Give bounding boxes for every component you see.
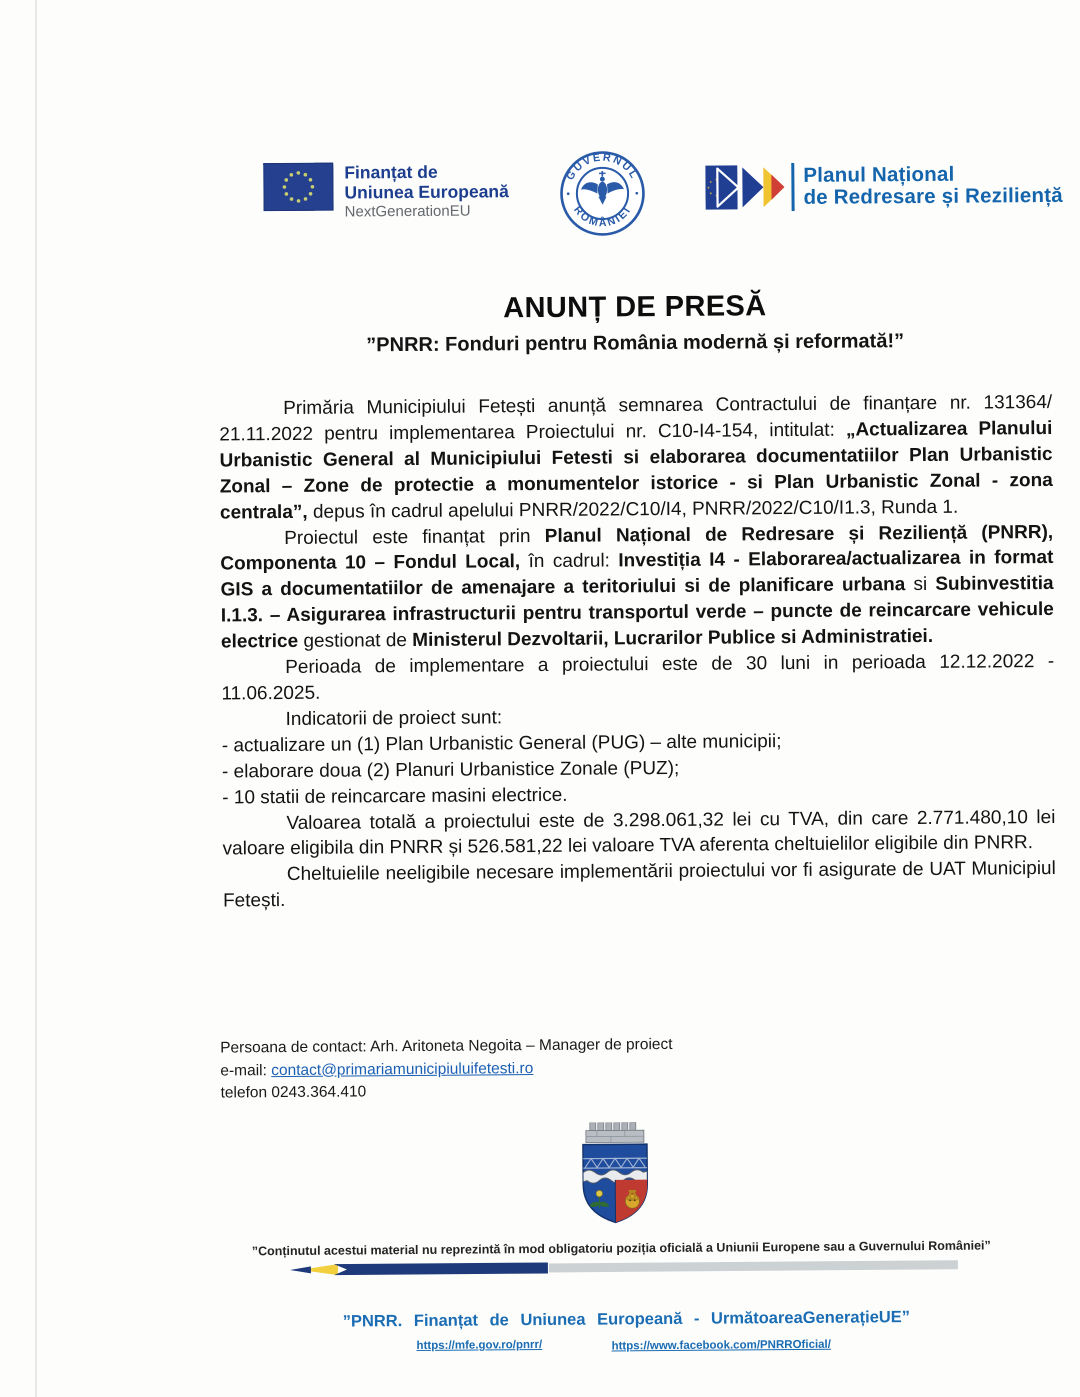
body-paragraph: Proiectul este finanțat prin Planul Național de Redresare și Reziliență (PNRR), Componenta 10 – Fondul Local, în cadrul: Investiția I4 - Elaborarea/actualizarea in format GIS a documentatiilor de amenajare a teritoriului si de planificare urbana si Subinvestitia I.1.3. – Asigurarea infrastructurii pentru transportul verde – puncte de reincarcare vehicule electrice gestionat de Ministerul Dezvoltarii, Lucrarilor Publice si Administratiei. (220, 521, 1054, 653)
body-paragraph: - elaborare doua (2) Planuri Urbanistice Zonale (PUZ); (221, 757, 680, 783)
pnrr-logo-line1: Planul Național (803, 162, 955, 187)
body-paragraph: Primăria Municipiului Fetești anunță semnarea Contractului de finanțare nr. 131364/ 21.11.2022 pentru implementarea Proiectului nr. C10-I4-154, intitulat: „Actualizarea Planului Urbanistic General al Municipiului Fetesti si elaborarea documentatiilor Plan Urbanistic Zonal – Zone de protectie a monumentelor istorice - si Plan Urbanistic Zonal - zona centrala”, depus în cadrul apelului PNRR/2022/C10/I4, PNRR/2022/C10/I1.3, Runda 1. (219, 391, 1053, 524)
body-paragraph: Indicatorii de proiect sunt: (285, 707, 503, 730)
eu-funded-label-2: Uniunea Europeană (344, 181, 509, 203)
seal-bottom-text: ROMÂNIEI (571, 204, 635, 230)
body-paragraph: - actualizare un (1) Plan Urbanistic General (PUG) – alte municipii; (221, 730, 782, 757)
footer-link-facebook[interactable]: https://www.facebook.com/PNRROficial/ (611, 1338, 831, 1353)
eu-flag-stars-icon (263, 163, 333, 212)
seal-top-text: GUVERNUL (564, 151, 641, 183)
pencil-divider (290, 1257, 962, 1282)
footer-link-mfe[interactable]: https://mfe.gov.ro/pnrr/ (416, 1339, 543, 1352)
eu-flag-icon (263, 163, 333, 212)
mural-crown-icon (586, 1122, 644, 1142)
body-paragraph: Cheltuielile neeligibile necesare implementării proiectului vor fi asigurate de UAT Municipiul Fetești. (222, 858, 1056, 912)
pnrr-logo-line2: de Redresare și Reziliență (803, 183, 1063, 209)
page-title: ANUNȚ DE PRESĂ (503, 290, 767, 325)
government-seal-logo (559, 150, 646, 237)
pnrr-logo (705, 161, 1063, 212)
body-paragraph: - 10 statii de reincarcare masini electrice. (222, 784, 568, 809)
disclaimer-text: ”Conținutul acestui material nu reprezintă în mod obligatoriu poziția oficială a Uniunii Europene sau a Guvernului României” (251, 1238, 991, 1259)
nextgeneration-eu-label: NextGenerationEU (344, 202, 471, 221)
eu-funding-logo (263, 161, 509, 222)
contact-person: Persoana de contact: Arh. Aritoneta Negoita – Manager de proiect (220, 1035, 673, 1057)
eu-funded-label-1: Finanțat de (344, 161, 438, 183)
body-paragraph: Valoarea totală a proiectului este de 3.298.061,32 lei cu TVA, din care 2.771.480,10 lei valoare eligibila din PNRR și 526.581,22 lei valoare TVA aferenta cheltuielilor eligibile din PNRR. (222, 806, 1056, 860)
contact-email-link[interactable]: contact@primariamunicipiuluifetesti.ro (271, 1059, 534, 1079)
pnrr-logo-divider (791, 163, 794, 211)
pnrr-arrows-icon (705, 163, 785, 212)
page-subtitle: ”PNRR: Fonduri pentru România modernă și reformată!” (366, 330, 905, 357)
fetesti-coat-of-arms (577, 1122, 654, 1232)
body-paragraph: Perioada de implementare a proiectului este de 30 luni in perioada 12.12.2022 - 11.06.2025. (221, 651, 1055, 705)
contact-block (220, 1034, 673, 1105)
footer-tagline: ”PNRR. Finanțat de Uniunea Europeană - UrmătoareaGenerațieUE” (342, 1308, 911, 1331)
body-text (219, 390, 1056, 915)
contact-phone: telefon 0243.364.410 (220, 1083, 367, 1102)
contact-email-label: e-mail: (220, 1061, 272, 1080)
